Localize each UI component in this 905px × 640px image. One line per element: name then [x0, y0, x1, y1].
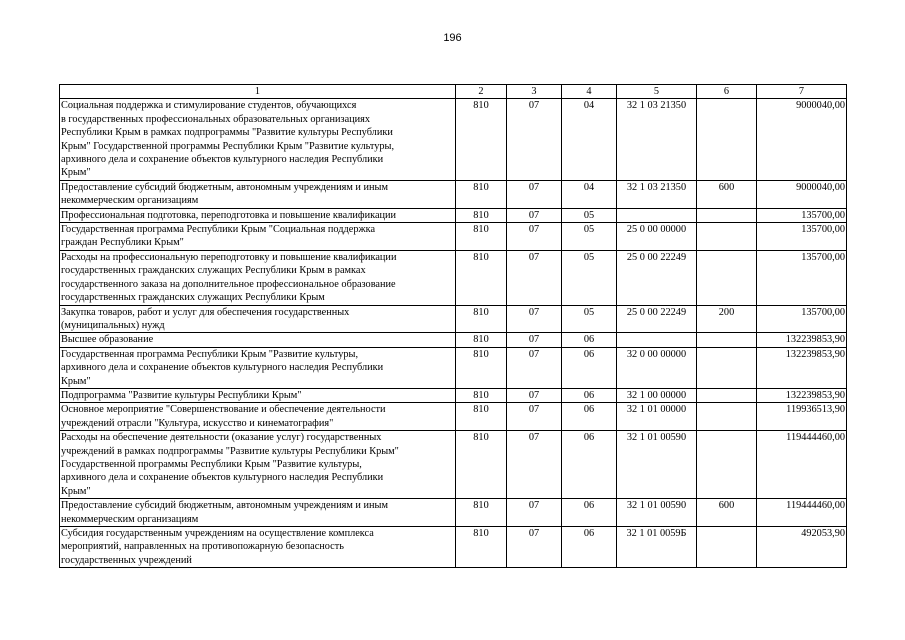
row-target-article-cell: 32 0 00 00000 — [617, 347, 697, 388]
row-code-cell: 810 — [456, 250, 507, 305]
row-code-cell: 810 — [456, 99, 507, 180]
row-subsection-cell: 06 — [562, 333, 617, 347]
table-header-row — [60, 85, 847, 99]
row-name-line: государственного заказа на дополнительное профессиональное образование — [61, 278, 396, 290]
row-target-article-cell: 32 1 01 00000 — [617, 403, 697, 431]
row-amount-cell: 119444460,00 — [757, 431, 847, 499]
row-name-line: Основное мероприятие "Совершенствование и обеспечение деятельности — [61, 404, 386, 416]
table-row — [60, 527, 847, 568]
row-section-cell: 07 — [507, 99, 562, 180]
row-subsection-cell: 05 — [562, 305, 617, 333]
row-code-cell: 810 — [456, 223, 507, 251]
row-code-cell: 810 — [456, 347, 507, 388]
row-section-cell: 07 — [507, 333, 562, 347]
row-name-line: граждан Республики Крым" — [61, 237, 184, 249]
row-section-cell: 07 — [507, 223, 562, 251]
row-expense-type-cell — [697, 403, 757, 431]
row-section-cell: 07 — [507, 208, 562, 222]
row-expense-type-cell — [697, 527, 757, 568]
row-name-line: учреждений отрасли "Культура, искусство и кинематография" — [61, 417, 334, 429]
row-name-line: Высшее образование — [61, 334, 154, 346]
row-expense-type-cell — [697, 99, 757, 180]
row-name-line: некоммерческим организациям — [61, 513, 199, 525]
row-target-article-cell: 32 1 03 21350 — [617, 99, 697, 180]
row-subsection-cell: 06 — [562, 403, 617, 431]
row-name-line: архивного дела и сохранение объектов культурного наследия Республики — [61, 362, 384, 374]
row-name-line: государственных учреждений — [61, 554, 192, 566]
row-name-cell — [60, 223, 456, 251]
table-row — [60, 223, 847, 251]
row-name-cell — [60, 499, 456, 527]
row-section-cell: 07 — [507, 180, 562, 208]
table-row — [60, 250, 847, 305]
column-header: 6 — [697, 85, 757, 99]
row-amount-cell: 119444460,00 — [757, 499, 847, 527]
row-amount-cell: 119936513,90 — [757, 403, 847, 431]
row-target-article-cell — [617, 333, 697, 347]
row-name-line: Расходы на профессиональную переподготовку и повышение квалификации — [61, 251, 397, 263]
row-expense-type-cell — [697, 223, 757, 251]
row-code-cell: 810 — [456, 333, 507, 347]
row-name-cell — [60, 333, 456, 347]
row-expense-type-cell — [697, 388, 757, 402]
row-code-cell: 810 — [456, 527, 507, 568]
row-subsection-cell: 05 — [562, 223, 617, 251]
row-expense-type-cell — [697, 347, 757, 388]
row-subsection-cell: 06 — [562, 527, 617, 568]
row-subsection-cell: 05 — [562, 208, 617, 222]
row-name-line: учреждений в рамках подпрограммы "Развитие культуры Республики Крым" — [61, 445, 399, 457]
row-target-article-cell: 25 0 00 00000 — [617, 223, 697, 251]
row-target-article-cell: 25 0 00 22249 — [617, 305, 697, 333]
row-amount-cell: 132239853,90 — [757, 347, 847, 388]
table-row — [60, 388, 847, 402]
budget-table — [59, 84, 847, 568]
row-name-line: Закупка товаров, работ и услуг для обеспечения государственных — [61, 306, 350, 318]
row-name-cell — [60, 180, 456, 208]
row-name-line: (муниципальных) нужд — [61, 319, 165, 331]
table-row — [60, 499, 847, 527]
row-amount-cell: 135700,00 — [757, 208, 847, 222]
row-name-cell — [60, 431, 456, 499]
row-target-article-cell: 32 1 00 00000 — [617, 388, 697, 402]
row-section-cell: 07 — [507, 305, 562, 333]
row-name-line: некоммерческим организациям — [61, 195, 199, 207]
row-name-line: Подпрограмма "Развитие культуры Республики Крым" — [61, 389, 302, 401]
row-amount-cell: 492053,90 — [757, 527, 847, 568]
row-name-line: государственных гражданских служащих Республики Крым — [61, 292, 325, 304]
table-row — [60, 180, 847, 208]
row-name-line: Республики Крым в рамках подпрограммы "Развитие культуры Республики — [61, 127, 393, 139]
row-name-line: Предоставление субсидий бюджетным, автономным учреждениям и иным — [61, 500, 388, 512]
row-section-cell: 07 — [507, 250, 562, 305]
row-name-cell — [60, 347, 456, 388]
row-expense-type-cell — [697, 431, 757, 499]
row-amount-cell: 132239853,90 — [757, 333, 847, 347]
row-target-article-cell: 32 1 03 21350 — [617, 180, 697, 208]
row-name-line: Государственной программы Республики Крым "Развитие культуры, — [61, 458, 362, 470]
row-name-line: Крым" — [61, 375, 91, 387]
row-target-article-cell: 32 1 01 00590 — [617, 431, 697, 499]
row-subsection-cell: 04 — [562, 99, 617, 180]
row-name-line: в государственных профессиональных образовательных организациях — [61, 113, 371, 125]
row-name-line: государственных гражданских служащих Республики Крым в рамках — [61, 265, 366, 277]
column-header: 1 — [60, 85, 456, 99]
row-name-cell — [60, 388, 456, 402]
table-row — [60, 403, 847, 431]
table-row — [60, 431, 847, 499]
row-name-line: Расходы на обеспечение деятельности (оказание услуг) государственных — [61, 432, 382, 444]
row-name-cell — [60, 403, 456, 431]
row-target-article-cell: 32 1 01 00590 — [617, 499, 697, 527]
row-name-line: Социальная поддержка и стимулирование студентов, обучающихся — [61, 100, 357, 112]
row-name-line: Субсидия государственным учреждениям на осуществление комплекса — [61, 528, 374, 539]
row-amount-cell: 135700,00 — [757, 223, 847, 251]
row-target-article-cell: 32 1 01 0059Б — [617, 527, 697, 568]
column-header: 5 — [617, 85, 697, 99]
row-target-article-cell: 25 0 00 22249 — [617, 250, 697, 305]
row-name-cell — [60, 208, 456, 222]
row-subsection-cell: 06 — [562, 388, 617, 402]
row-section-cell: 07 — [507, 431, 562, 499]
row-code-cell: 810 — [456, 180, 507, 208]
row-amount-cell: 9000040,00 — [757, 180, 847, 208]
row-section-cell: 07 — [507, 347, 562, 388]
row-expense-type-cell: 600 — [697, 180, 757, 208]
row-subsection-cell: 06 — [562, 499, 617, 527]
row-code-cell: 810 — [456, 499, 507, 527]
row-name-cell — [60, 99, 456, 180]
table-row — [60, 347, 847, 388]
row-name-cell — [60, 305, 456, 333]
row-name-line: Профессиональная подготовка, переподготовка и повышение квалификации — [61, 209, 397, 221]
row-expense-type-cell — [697, 208, 757, 222]
row-amount-cell: 135700,00 — [757, 250, 847, 305]
row-amount-cell: 132239853,90 — [757, 388, 847, 402]
row-code-cell: 810 — [456, 431, 507, 499]
row-expense-type-cell — [697, 250, 757, 305]
row-name-line: мероприятий, направленных на противопожарную безопасность — [61, 541, 344, 553]
row-code-cell: 810 — [456, 388, 507, 402]
column-header: 4 — [562, 85, 617, 99]
row-name-line: архивного дела и сохранение объектов культурного наследия Республики — [61, 472, 384, 484]
row-name-line: Государственная программа Республики Крым "Социальная поддержка — [61, 224, 376, 236]
column-header: 7 — [757, 85, 847, 99]
row-name-line: Крым" Государственной программы Республики Крым "Развитие культуры, — [61, 140, 395, 152]
row-section-cell: 07 — [507, 403, 562, 431]
row-name-line: Государственная программа Республики Крым "Развитие культуры, — [61, 348, 359, 360]
row-name-cell — [60, 250, 456, 305]
column-header: 3 — [507, 85, 562, 99]
row-subsection-cell: 06 — [562, 347, 617, 388]
row-expense-type-cell: 200 — [697, 305, 757, 333]
row-name-line: Крым" — [61, 167, 91, 179]
table-row — [60, 305, 847, 333]
table-row — [60, 333, 847, 347]
row-code-cell: 810 — [456, 403, 507, 431]
row-amount-cell: 9000040,00 — [757, 99, 847, 180]
table-row — [60, 99, 847, 180]
row-section-cell: 07 — [507, 499, 562, 527]
row-name-line: архивного дела и сохранение объектов культурного наследия Республики — [61, 154, 384, 166]
column-header: 2 — [456, 85, 507, 99]
row-target-article-cell — [617, 208, 697, 222]
row-amount-cell: 135700,00 — [757, 305, 847, 333]
row-name-cell — [60, 527, 456, 568]
row-subsection-cell: 05 — [562, 250, 617, 305]
row-name-line: Предоставление субсидий бюджетным, автономным учреждениям и иным — [61, 181, 388, 193]
row-subsection-cell: 04 — [562, 180, 617, 208]
row-code-cell: 810 — [456, 208, 507, 222]
row-code-cell: 810 — [456, 305, 507, 333]
page-number: 196 — [443, 32, 462, 44]
table-body — [60, 99, 847, 568]
row-subsection-cell: 06 — [562, 431, 617, 499]
row-expense-type-cell — [697, 333, 757, 347]
row-section-cell: 07 — [507, 527, 562, 568]
table-row — [60, 208, 847, 222]
row-section-cell: 07 — [507, 388, 562, 402]
row-expense-type-cell: 600 — [697, 499, 757, 527]
row-name-line: Крым" — [61, 485, 91, 497]
